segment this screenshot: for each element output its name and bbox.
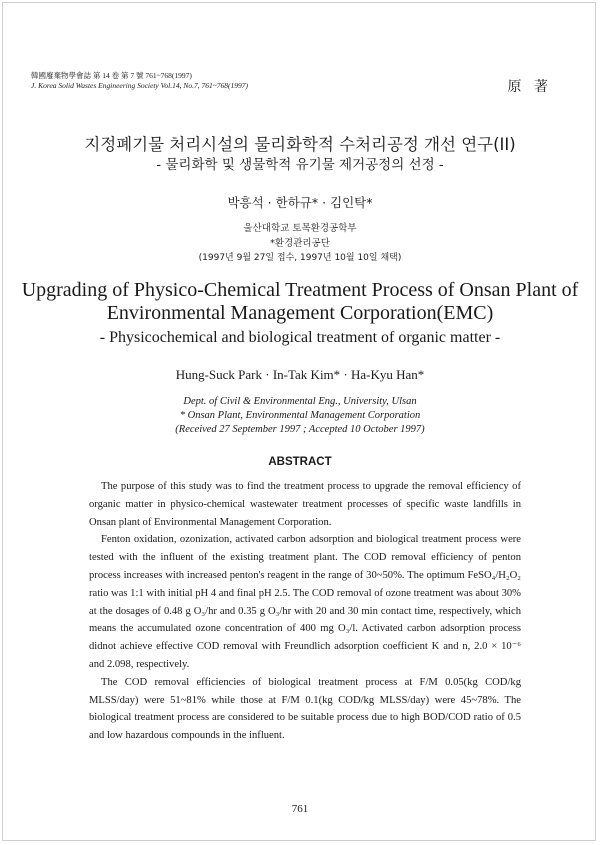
- abstract-paragraph: The COD removal efficiencies of biological treatment process at F/M 0.05(kg COD/kg MLSS/day) were 51~81% while those at F/M 0.1(kg COD/kg MLSS/day) were 45~78%. The biological treatment process are considered to be suitable process due to high BOD/COD ratio of 0.5 and low hazardous compounds in the influent.: [89, 676, 521, 742]
- korean-received: (1997년 9월 27일 접수, 1997년 10월 10일 채택): [198, 253, 402, 263]
- english-received: (Received 27 September 1997 ; Accepted 10 October 1997): [175, 424, 425, 435]
- abstract-heading: ABSTRACT: [268, 456, 332, 468]
- abstract-paragraph: The purpose of this study was to find the treatment process to upgrade the removal efficiency of organic matter in physico-chemical wastewater treatment processes of specific waste landfills in Onsan plant of Environmental Management Corporation.: [89, 481, 521, 528]
- article-type: 原 著: [507, 79, 552, 95]
- abstract-body: [89, 478, 521, 745]
- english-subtitle: - Physicochemical and biological treatment of organic matter -: [99, 329, 501, 346]
- english-title-line-2: Environmental Management Corporation(EMC): [106, 302, 494, 324]
- english-title-line-1: Upgrading of Physico-Chemical Treatment Process of Onsan Plant of: [21, 279, 579, 301]
- korean-affiliation-1: 울산대학교 토목환경공학부: [243, 223, 357, 234]
- abstract-paragraph: Fenton oxidation, ozonization, activated carbon adsorption and biological treatment process were tested with the influent of the existing treatment plant. The COD removal efficiency of penton process increases with increased penton's reagent in the range of 30~50%. The optimum FeSO₄/H₂O₂ ratio was 1:1 with initial pH 4 and final pH 2.5. The COD removal of ozone treatment was about 30% at the dosages of 0.48 g O₃/hr and 0.35 g O₃/hr with 20 and 30 min contact time, respectively, which means the accumulated ozone concentration of 400 mg O₃/l. Activated carbon adsorption process didnot achieve effective COD removal with Freundlich adsorption coefficient K and n, 2.0 × 10⁻⁶ and 2.098, respectively.: [89, 534, 521, 670]
- korean-subtitle: - 물리화학 및 생물학적 유기물 제거공정의 선정 -: [156, 157, 444, 173]
- korean-affiliation-2: *환경관리공단: [270, 238, 330, 249]
- korean-title: 지정폐기물 처리시설의 물리화학적 수처리공정 개선 연구(II): [84, 135, 516, 154]
- english-plant: * Onsan Plant, Environmental Management Corporation: [179, 410, 421, 421]
- page-number: 761: [291, 803, 309, 815]
- journal-name-english: J. Korea Solid Wastes Engineering Society Vol.14, No.7, 761~768(1997): [31, 81, 249, 90]
- journal-name-korean: 韓國廢棄物學會誌 第 14 卷 第 7 號 761~768(1997): [31, 71, 192, 80]
- journal-header: [31, 71, 248, 91]
- english-authors: Hung-Suck Park · In-Tak Kim* · Ha-Kyu Han*: [175, 367, 425, 382]
- english-affiliations: [0, 395, 600, 437]
- korean-authors: 박흥석 · 한하규* · 김인탁*: [227, 195, 373, 210]
- english-dept: Dept. of Civil & Environmental Eng., University, Ulsan: [183, 396, 417, 407]
